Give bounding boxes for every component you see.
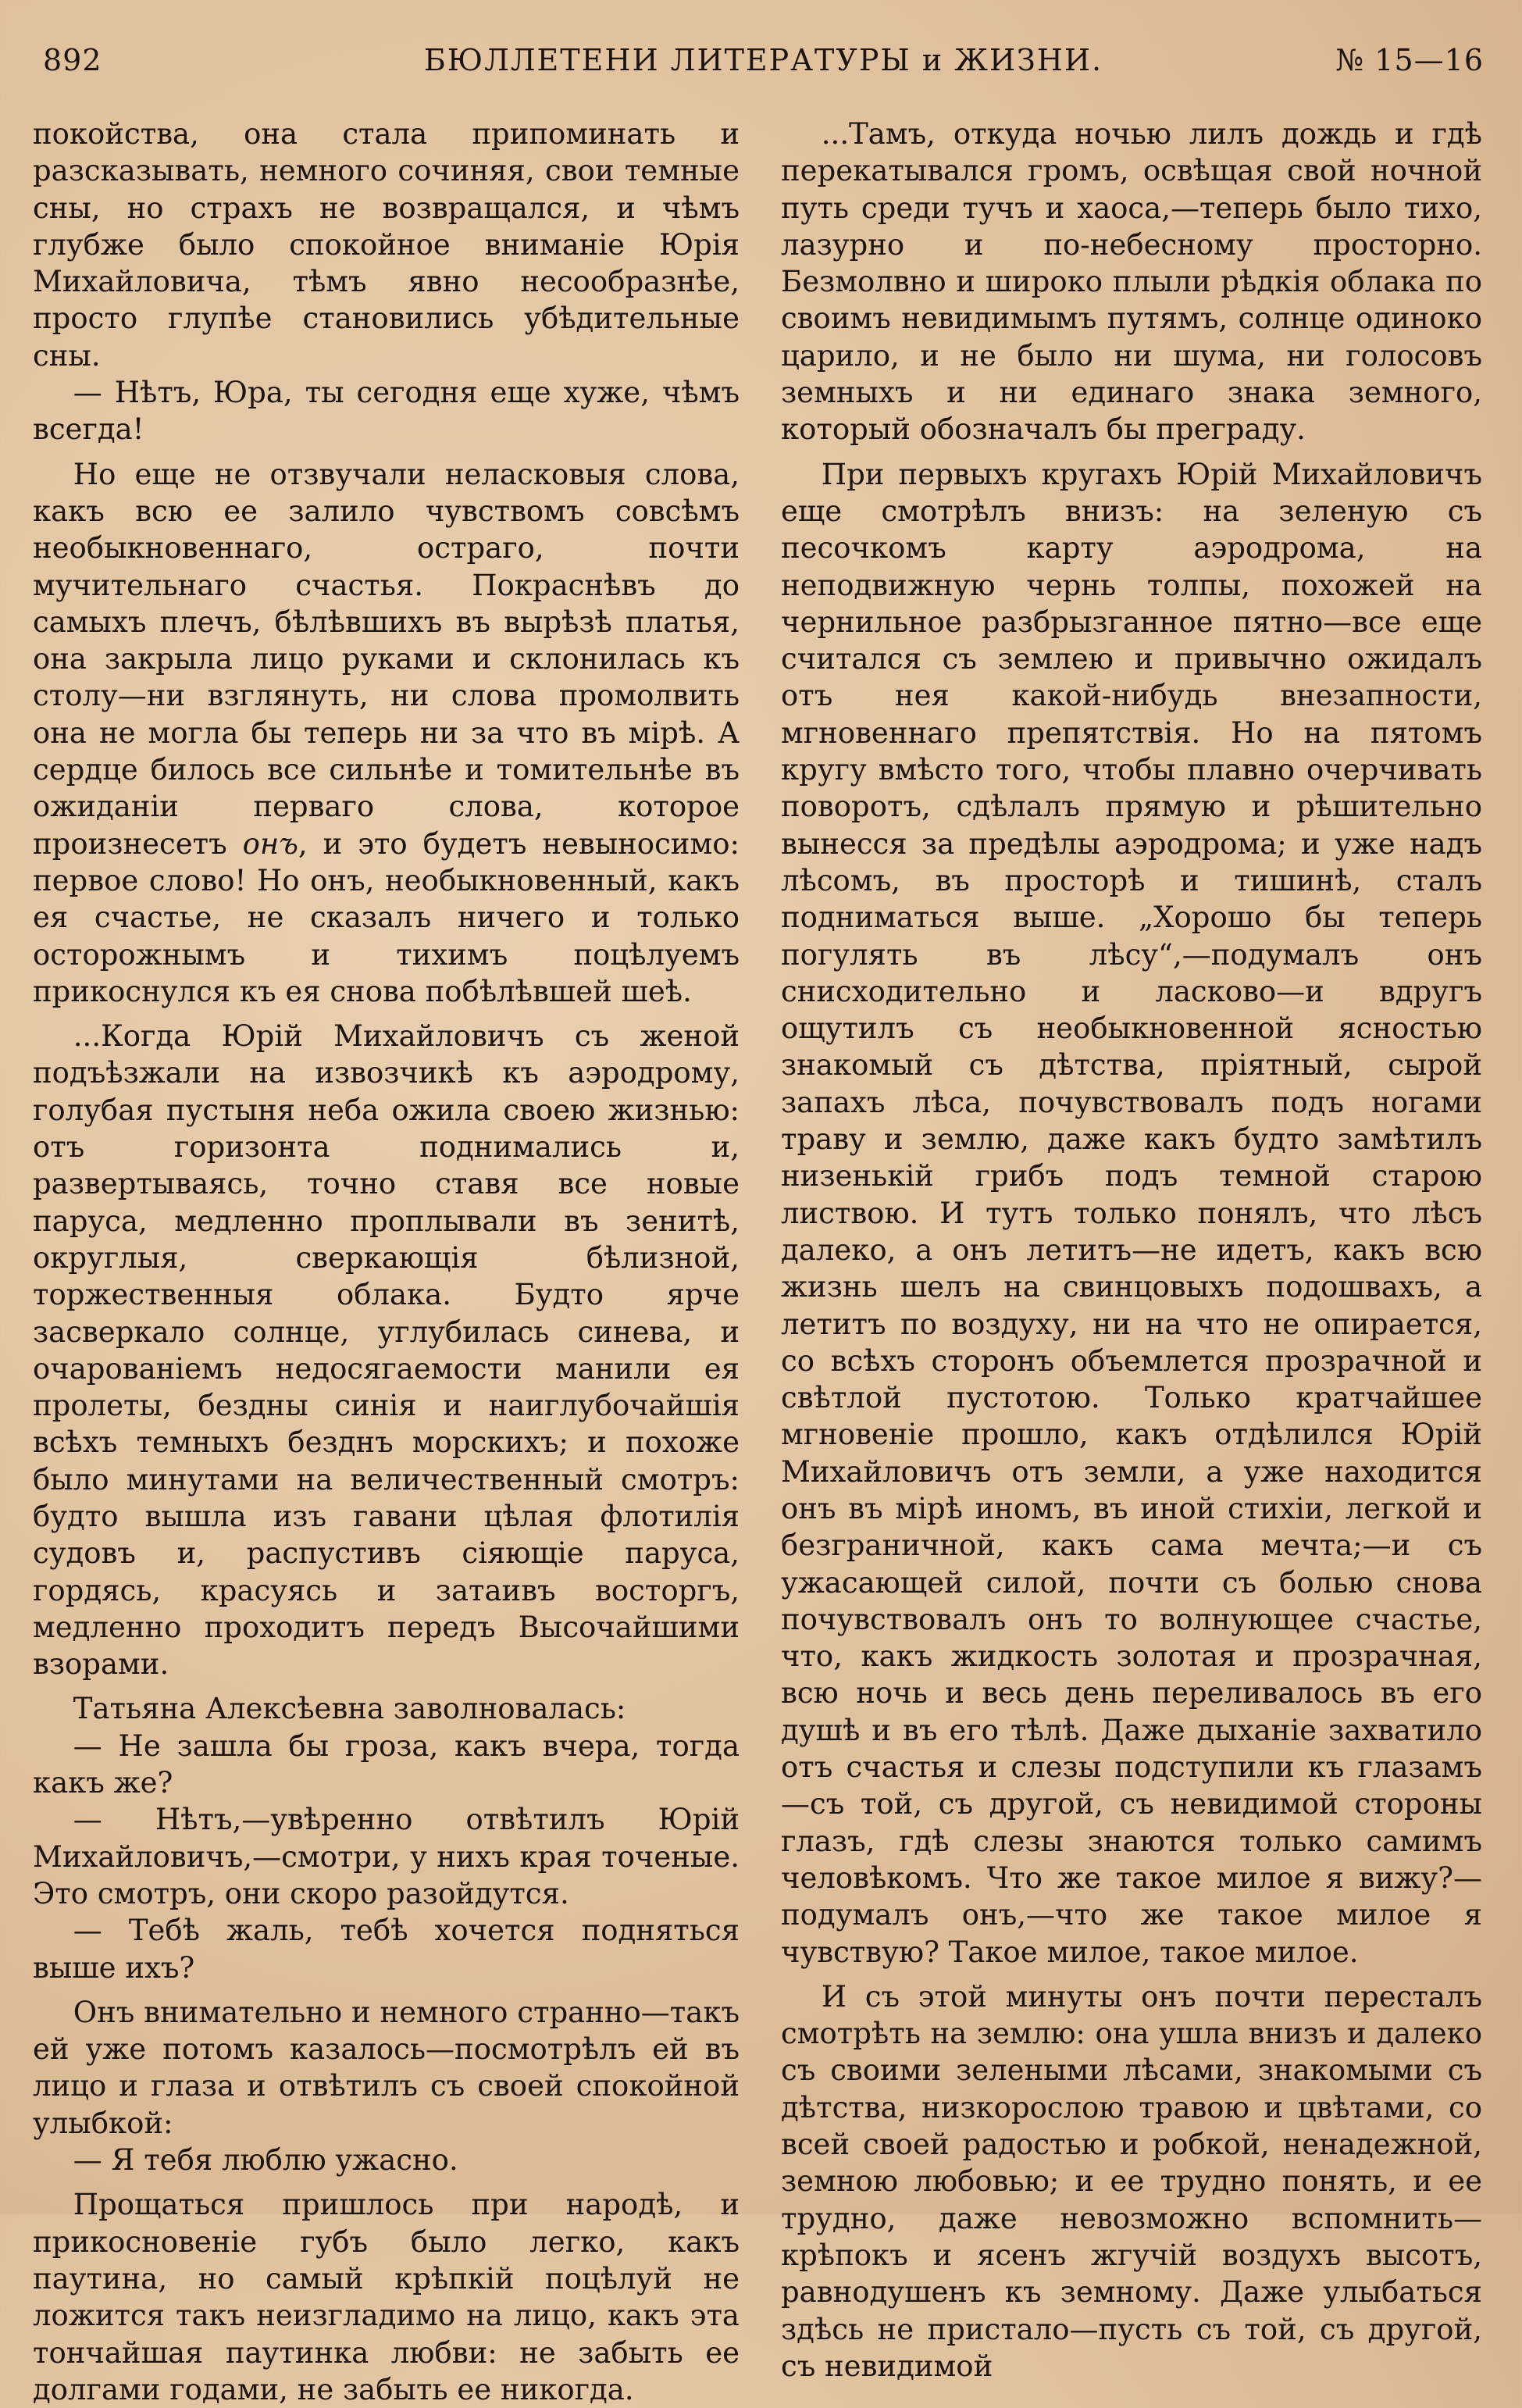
paragraph: При первыхъ кругахъ Юрій Михайловичъ еще смотрѣлъ внизъ: на зеленую съ песочкомъ карту аэродрома, на неподвижную чернь толпы, похожей на чернильное разбрызганное пятно—все еще считался съ землею и привычно ожидалъ отъ нея какой-нибудь внезапности, мгновеннаго препятствія. Но на пятомъ кругу вмѣсто того, чтобы плавно очерчивать поворотъ, сдѣлалъ прямую и рѣшительно вынесся за предѣлы аэродрома; и уже надъ лѣсомъ, въ просторѣ и тишинѣ, сталъ подниматься выше. „Хорошо бы теперь погулять въ лѣсу“,—подумалъ онъ снисходительно и ласково—и вдругъ ощутилъ съ необыкновенной ясностью знакомый съ дѣтства, пріятный, сырой запахъ лѣса, почувствовалъ подъ ногами траву и землю, даже какъ будто замѣтилъ низенькій грибъ подъ темной старою листвою. И тутъ только понялъ, что лѣсъ далеко, а онъ летитъ—не идетъ, какъ всю жизнь шелъ на свинцовыхъ подошвахъ, а летитъ по воздуху, ни на что не опирается, со всѣхъ сторонъ объемлется прозрачной и свѣтлой пустотою. Только кратчайшее мгновеніе прошло, какъ отдѣлился Юрій Михайловичъ отъ земли, а уже находится онъ въ мірѣ иномъ, въ иной стихіи, легкой и безграничной, какъ сама мечта;—и съ ужасающей силой, почти съ болью снова почувствовалъ онъ то волнующее счастье, что, какъ жидкость золотая и прозрачная, всю ночь и весь день переливалось въ его душѣ и въ его тѣлѣ. Даже дыханіе захватило отъ счастья и слезы подступили къ глазамъ—съ той, съ другой, съ невидимой стороны глазъ, гдѣ слезы знаются только самимъ человѣкомъ. Что же такое милое я вижу?—подумалъ онъ,—что же такое милое я чувствую? Такое милое, такое милое. (781, 457, 1482, 1969)
journal-title: БЮЛЛЕТЕНИ ЛИТЕРАТУРЫ и ЖИЗНИ. (423, 43, 1103, 77)
dialogue-line: — Нѣтъ, Юра, ты сегодня еще хуже, чѣмъ всегда! (33, 376, 740, 447)
paragraph: Татьяна Алексѣевна заволновалась: (73, 1692, 626, 1726)
paragraph: покойства, она стала припоминать и разсказывать, немного сочиняя, свои темные сны, но страхъ не возвращался, и чѣмъ глубже было спокойное вниманіе Юрія Михайловича, тѣмъ явно несообразнѣе, просто глупѣе становились убѣдительные сны. (33, 117, 740, 373)
column-divider (760, 117, 761, 2195)
paragraph: Но еще не отзвучали неласковыя слова, какъ всю ее залило чувствомъ совсѣмъ необыкновеннаго, остраго, почти мучительнаго счастья. Покраснѣвъ до самыхъ плечъ, бѣлѣвшихъ въ вырѣзѣ платья, она закрыла лицо руками и склонилась къ столу—ни взглянуть, ни слова промолвить она не могла бы теперь ни за что въ мірѣ. А сердце билось все сильнѣе и томительнѣе въ ожиданіи перваго слова, которое произнесетъ онъ, и это будетъ невыносимо: первое слово! Но онъ, необыкновенный, какъ ея счастье, не сказалъ ничего и только осторожнымъ и тихимъ поцѣлуемъ прикоснулся къ ея снова побѣлѣвшей шеѣ. (33, 457, 740, 1008)
dialogue-line: — Не зашла бы гроза, какъ вчера, тогда какъ же? (33, 1728, 740, 1800)
dialogue-line: — Нѣтъ,—увѣренно отвѣтилъ Юрій Михайловичъ,—смотри, у нихъ края точеные. Это смотръ, они скоро разойдутся. (33, 1803, 740, 1910)
issue-number: № 15—16 (1335, 43, 1484, 77)
dialogue-line: — Тебѣ жаль, тебѣ хочется подняться выше ихъ? (33, 1914, 740, 1985)
dialogue-line: — Я тебя люблю ужасно. (73, 2143, 458, 2178)
right-column (781, 116, 1482, 2385)
paragraph: Прощаться пришлось при народѣ, и прикосновеніе губъ было легко, какъ паутина, но самый крѣпкій поцѣлуй не ложится такъ неизгладимо на лицо, какъ эта тончайшая паутинка любви: не забыть ее долгами годами, не забыть ее никогда. (33, 2188, 740, 2406)
left-column (33, 116, 740, 2408)
paragraph: Онъ внимательно и немного странно—такъ ей уже потомъ казалось—посмотрѣлъ ей въ лицо и глаза и отвѣтилъ съ своей спокойной улыбкой: (33, 1995, 740, 2140)
italic-word: онъ (242, 826, 298, 861)
paragraph: ...Когда Юрій Михайловичъ съ женой подъѣзжали на извозчикѣ къ аэродрому, голубая пустыня неба ожила своею жизнью: отъ горизонта поднимались и, развертываясь, точно ставя все новые паруса, медленно проплывали въ зенитѣ, округлыя, сверкающія бѣлизной, торжественныя облака. Будто ярче засверкало солнце, углубилась синева, и очарованіемъ недосягаемости манили ея пролеты, бездны синія и наиглубочайшія всѣхъ темныхъ безднъ морскихъ; и похоже было минутами на величественный смотръ: будто вышла изъ гавани цѣлая флотилія судовъ и, распустивъ сіяющіе паруса, гордясь, красуясь и затаивъ восторгъ, медленно проходитъ передъ Высочайшими взорами. (33, 1019, 740, 1682)
paragraph: ...Тамъ, откуда ночью лилъ дождь и гдѣ перекатывался громъ, освѣщая свой ночной путь среди тучъ и хаоса,—теперь было тихо, лазурно и по-небесному просторно. Безмолвно и широко плыли рѣдкія облака по своимъ невидимымъ путямъ, солнце одиноко царило, и не было ни шума, ни голосовъ земныхъ и ни единаго знака земного, который обозначалъ бы преграду. (781, 117, 1482, 447)
paragraph: И съ этой минуты онъ почти пересталъ смотрѣть на землю: она ушла внизъ и далеко съ своими зелеными лѣсами, знакомыми съ дѣтства, низкорослою травою и цвѣтами, со всей своей радостью и робкой, ненадежной, земною любовью; и ее трудно понять, и ее трудно, даже невозможно вспомнить—крѣпокъ и ясенъ жгучій воздухъ высотъ, равнодушенъ къ земному. Даже улыбаться здѣсь не пристало—пусть съ той, съ другой, съ невидимой (781, 1979, 1482, 2383)
running-header (43, 43, 1484, 90)
page-number: 892 (43, 43, 102, 77)
